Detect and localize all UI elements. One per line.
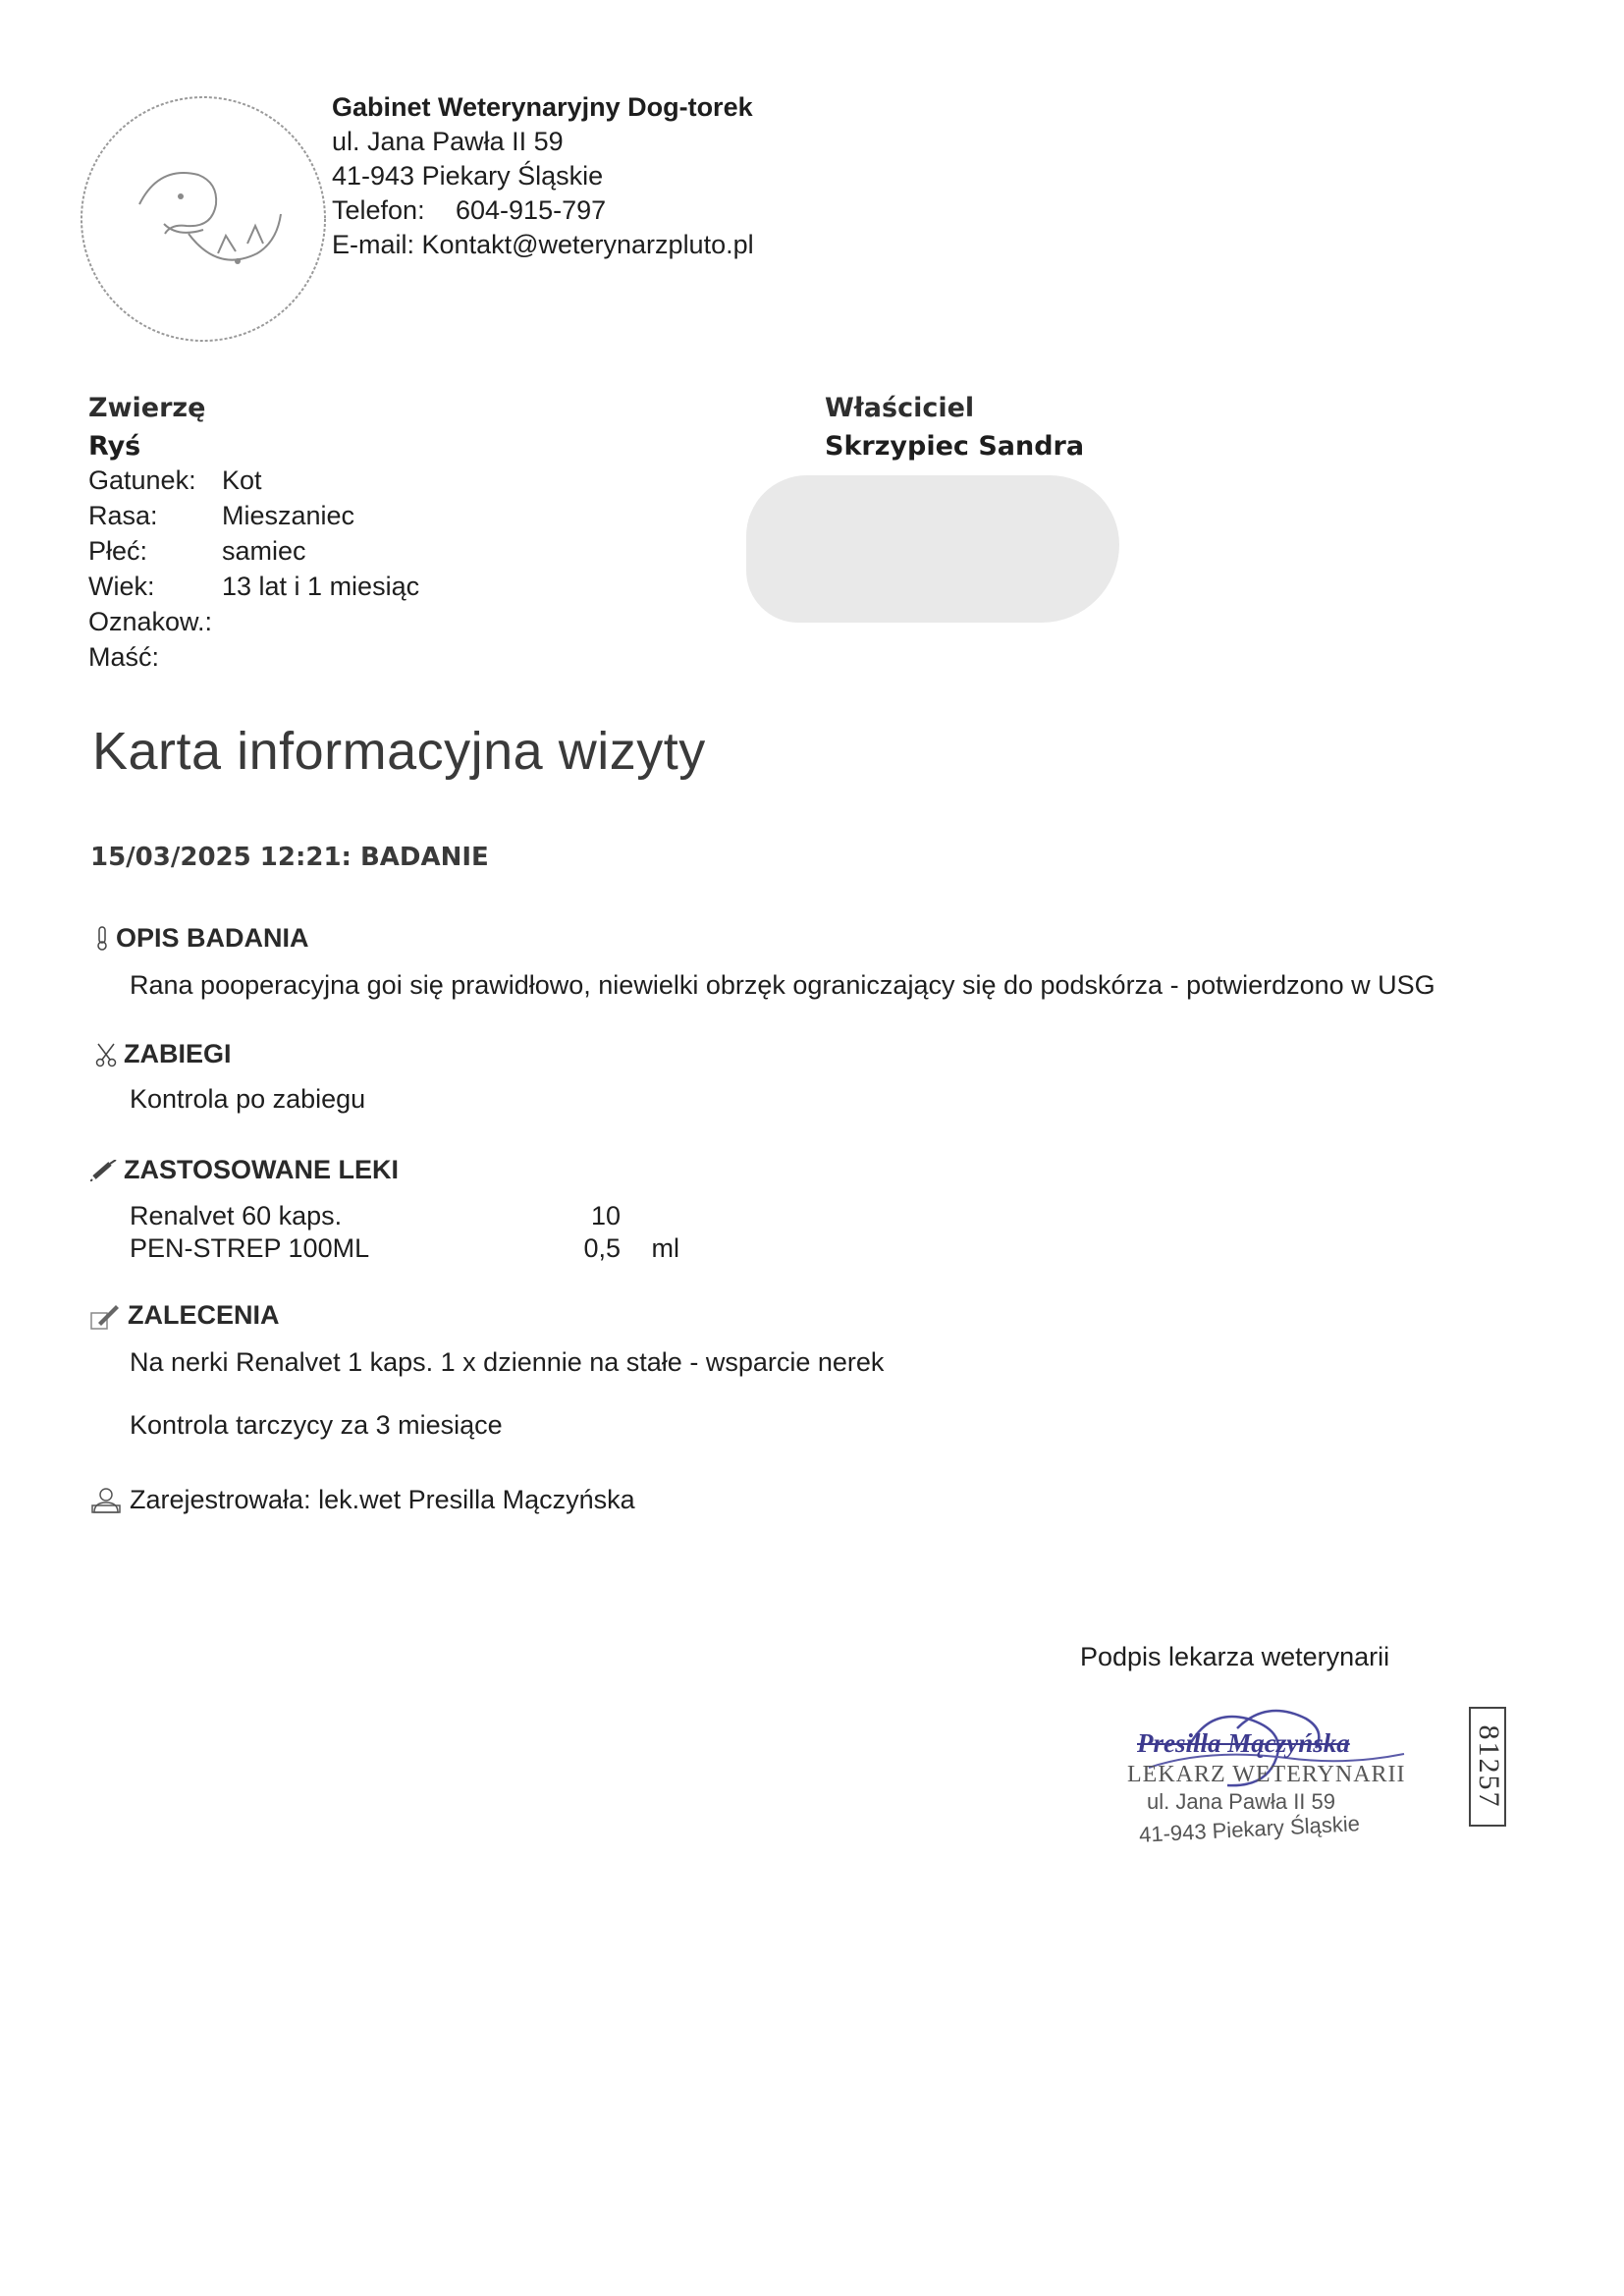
procedures-text: Kontrola po zabiegu <box>130 1084 366 1114</box>
medication-qty: 10 <box>590 1201 621 1230</box>
animal-name: Ryś <box>88 431 141 462</box>
field-value: Kot <box>222 465 262 495</box>
field-value: 13 lat i 1 miesiąc <box>222 572 420 601</box>
animal-fields <box>88 465 419 678</box>
owner-section <box>825 393 1084 462</box>
field-value <box>222 642 419 678</box>
procedures-heading <box>94 1039 232 1069</box>
animal-heading: Zwierzę <box>88 393 206 423</box>
stamp-name: Presilla Mączyńska <box>1137 1728 1350 1758</box>
license-number: 81257 <box>1473 1724 1505 1809</box>
syringe-icon <box>90 1160 118 1181</box>
redaction-mark <box>746 475 1119 623</box>
field-label: Oznakow.: <box>88 607 213 636</box>
field-value <box>222 607 419 642</box>
field-row <box>88 607 419 642</box>
license-number-box <box>1469 1707 1506 1827</box>
owner-name: Skrzypiec Sandra <box>825 431 1085 462</box>
exam-heading <box>94 923 309 954</box>
clinic-email-label: E-mail: <box>332 230 415 259</box>
field-label: Gatunek: <box>88 465 196 495</box>
field-label: Wiek: <box>88 572 155 601</box>
clinic-phone: 604-915-797 <box>456 195 607 225</box>
recommendation-line: Na nerki Renalvet 1 kaps. 1 x dziennie na stałe - wsparcie nerek <box>130 1347 885 1377</box>
stamp-street: ul. Jana Pawła II 59 <box>1147 1789 1336 1814</box>
recommendations-heading-label: ZALECENIA <box>128 1300 280 1330</box>
recommendation-line: Kontrola tarczycy za 3 miesiące <box>130 1410 503 1440</box>
field-label: Płeć: <box>88 536 148 566</box>
exam-text: Rana pooperacyjna goi się prawidłowo, niewielki obrzęk ograniczający się do podskórza - potwierdzono w USG <box>130 970 1435 1000</box>
medication-unit: ml <box>651 1233 679 1263</box>
pencil-icon <box>90 1301 122 1331</box>
clinic-city: 41-943 Piekary Śląskie <box>332 161 604 191</box>
field-value: Mieszaniec <box>222 501 355 530</box>
visit-header: 15/03/2025 12:21: BADANIE <box>90 843 489 872</box>
field-label: Maść: <box>88 642 160 672</box>
scissors-icon <box>94 1042 118 1067</box>
field-row <box>88 642 419 678</box>
medications-table <box>130 1200 679 1265</box>
stamp-city: 41-943 Piekary Śląskie <box>1138 1811 1361 1847</box>
registered-by <box>90 1485 635 1515</box>
field-row <box>88 465 419 501</box>
medication-name: Renalvet 60 kaps. <box>130 1201 343 1230</box>
clinic-email: Kontakt@weterynarzpluto.pl <box>421 230 754 259</box>
registered-text: Zarejestrowała: lek.wet Presilla Mączyńska <box>130 1485 635 1514</box>
clinic-phone-label: Telefon: <box>332 195 425 225</box>
clinic-header <box>332 90 754 262</box>
medication-name: PEN-STREP 100ML <box>130 1233 370 1263</box>
clinic-phone-row <box>332 193 754 228</box>
field-row <box>88 501 419 536</box>
clinic-logo <box>71 86 336 352</box>
medication-qty: 0,5 <box>583 1233 621 1263</box>
signature-label: Podpis lekarza weterynarii <box>1080 1642 1390 1671</box>
field-value: samiec <box>222 536 306 566</box>
exam-heading-label: OPIS BADANIA <box>116 923 309 953</box>
owner-heading: Właściciel <box>825 393 975 423</box>
thermometer-icon <box>94 926 110 952</box>
medications-heading <box>90 1155 399 1185</box>
clinic-name: Gabinet Weterynaryjny Dog-torek <box>332 92 753 122</box>
stamp-title: LEKARZ WETERYNARII <box>1127 1762 1406 1787</box>
animal-section <box>88 393 419 678</box>
clinic-email-row <box>332 228 754 262</box>
clinic-street: ul. Jana Pawła II 59 <box>332 127 564 156</box>
medication-unit <box>621 1200 679 1232</box>
procedures-heading-label: ZABIEGI <box>124 1039 232 1068</box>
document-title: Karta informacyjna wizyty <box>92 722 706 781</box>
medication-row <box>130 1232 679 1265</box>
medications-heading-label: ZASTOSOWANE LEKI <box>124 1155 400 1184</box>
field-row <box>88 536 419 572</box>
field-label: Rasa: <box>88 501 158 530</box>
field-row <box>88 572 419 607</box>
medication-row <box>130 1200 679 1232</box>
recommendations-heading <box>90 1300 280 1331</box>
users-icon <box>90 1487 122 1514</box>
